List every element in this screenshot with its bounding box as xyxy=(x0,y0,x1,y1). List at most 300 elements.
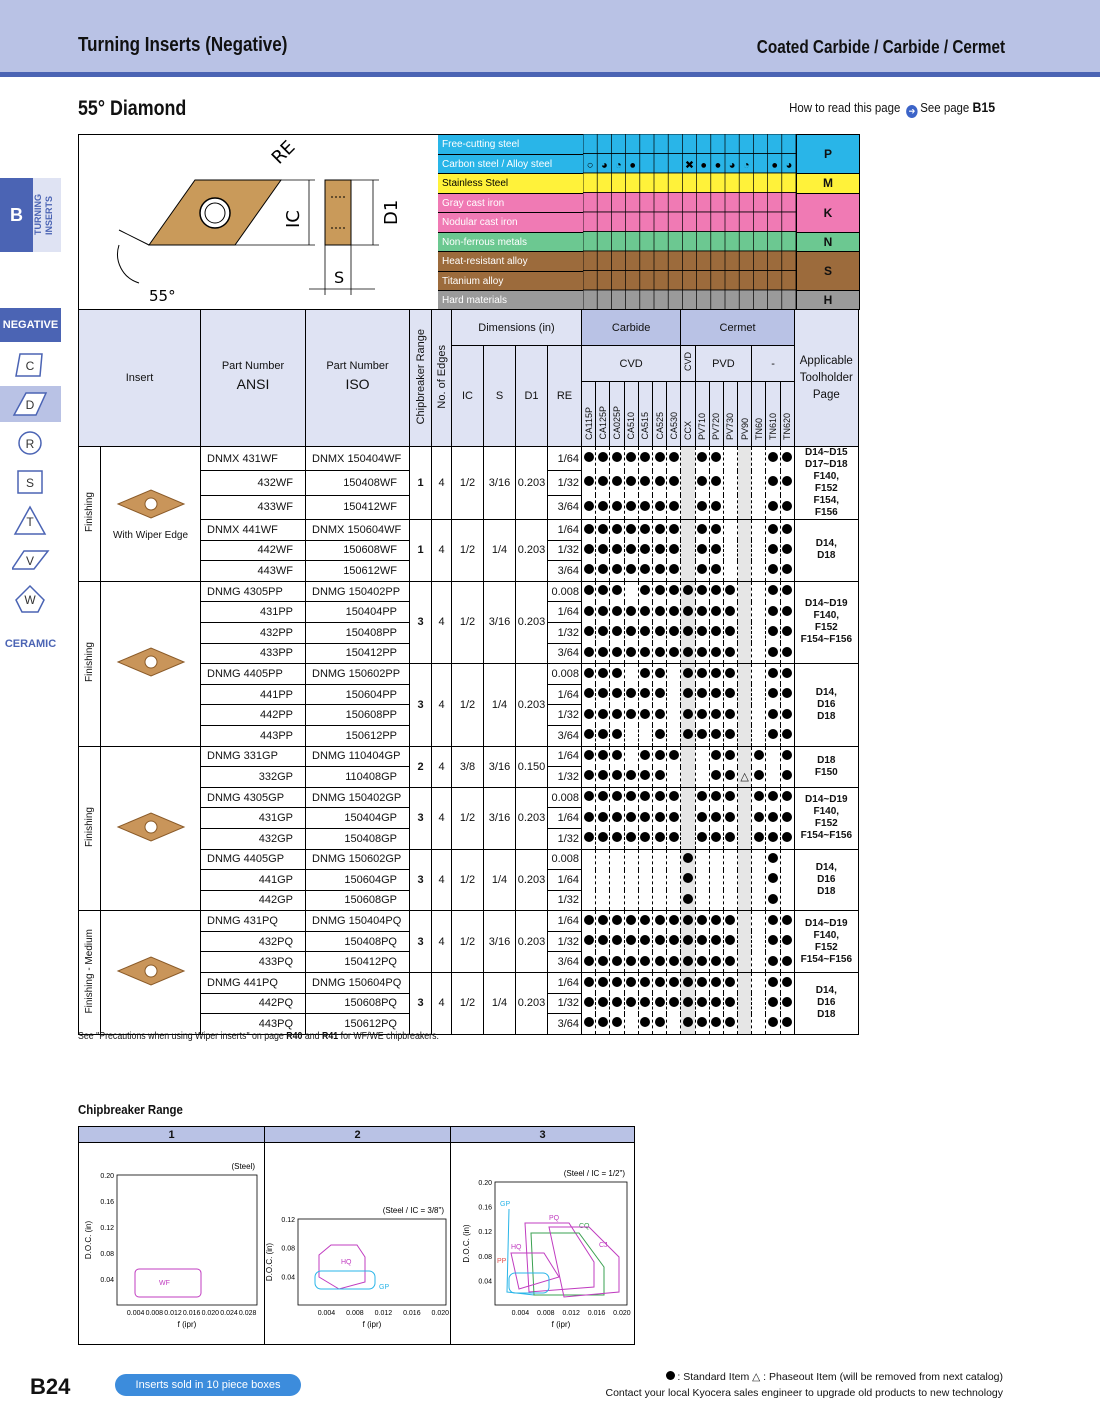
standard-dot xyxy=(768,668,778,678)
standard-dot xyxy=(754,750,764,760)
standard-dot xyxy=(626,626,636,636)
insert-image xyxy=(101,581,201,746)
re-val: 3/64 xyxy=(548,561,582,582)
s-val: 1/4 xyxy=(484,849,516,911)
col-ansi: Part Number ANSI xyxy=(201,310,306,447)
suitability-mark: ◔ xyxy=(742,159,750,172)
standard-dot xyxy=(669,832,679,842)
cb-ytick: 0.08 xyxy=(100,1251,114,1258)
part-iso: 150612PP xyxy=(306,725,410,746)
standard-dot xyxy=(598,544,608,554)
cb-range-val: 3 xyxy=(410,849,432,911)
see-page-text: See page xyxy=(920,100,970,115)
part-iso: 150612WF xyxy=(306,561,410,582)
cb-range-val: 3 xyxy=(410,787,432,849)
cb-xtick: 0.012 xyxy=(562,1310,580,1317)
col-cvd: CVD xyxy=(582,346,681,382)
standard-dot xyxy=(725,688,735,698)
standard-dot xyxy=(683,647,693,657)
standard-dot xyxy=(598,688,608,698)
re-val: 1/64 xyxy=(548,808,582,829)
standard-dot xyxy=(768,501,778,511)
standard-dot xyxy=(612,626,622,636)
part-iso: 150412PP xyxy=(306,643,410,664)
standard-dot xyxy=(768,688,778,698)
chipbreaker-title: Chipbreaker Range xyxy=(78,1102,183,1117)
edges-val: 4 xyxy=(432,664,452,746)
standard-dot xyxy=(640,935,650,945)
cb-region-label: GP xyxy=(379,1284,390,1291)
ic-val: 1/2 xyxy=(452,849,484,911)
standard-dot xyxy=(725,770,735,780)
cb-xtick: 0.016 xyxy=(403,1310,421,1317)
material-row: Nodular cast iron xyxy=(438,212,583,232)
part-iso: 150408GP xyxy=(306,828,410,849)
chapter-tab-b[interactable]: B xyxy=(0,178,33,252)
re-val: 0.008 xyxy=(548,849,582,870)
part-iso: 150604GP xyxy=(306,870,410,891)
toolholder-page[interactable]: D14, D18 xyxy=(794,520,858,582)
standard-dot xyxy=(669,977,679,987)
cb-xtick: 0.028 xyxy=(238,1310,257,1317)
standard-dot xyxy=(782,606,792,616)
standard-dot xyxy=(584,452,594,462)
cb-region-label: CJ xyxy=(599,1242,608,1249)
toolholder-page[interactable]: D14, D16 D18 xyxy=(794,973,858,1035)
part-ansi: 432PP xyxy=(201,622,306,643)
toolholder-page[interactable]: D14~D19 F140, F152 F154~F156 xyxy=(794,787,858,849)
part-iso: 150404GP xyxy=(306,808,410,829)
standard-dot xyxy=(626,647,636,657)
toolholder-page[interactable]: D14~D15 D17~D18 F140, F152 F154, F156 xyxy=(794,447,858,520)
edges-val: 4 xyxy=(432,447,452,520)
standard-dot xyxy=(711,770,721,780)
re-val: 1/64 xyxy=(548,684,582,705)
standard-dot xyxy=(626,476,636,486)
standard-dot xyxy=(768,729,778,739)
part-ansi: 432PQ xyxy=(201,931,306,952)
d1-val: 0.203 xyxy=(516,849,548,911)
standard-dot xyxy=(584,606,594,616)
re-val: 1/32 xyxy=(548,890,582,911)
part-iso: 110408GP xyxy=(306,767,410,788)
col-s: S xyxy=(484,346,516,447)
standard-dot xyxy=(711,544,721,554)
tab-ceramic[interactable]: CERAMIC xyxy=(4,638,57,650)
re-val: 1/64 xyxy=(548,973,582,994)
cb-col-1: 1 xyxy=(79,1127,264,1143)
footnote-link-r40[interactable]: R40 xyxy=(286,1031,303,1042)
arrow-icon: ➔ xyxy=(906,105,917,118)
standard-dot xyxy=(626,791,636,801)
part-ansi: DNMX 441WF xyxy=(201,520,306,541)
shape-letter: V xyxy=(25,554,34,568)
standard-dot xyxy=(711,915,721,925)
material-row: Stainless Steel xyxy=(438,173,583,193)
toolholder-page[interactable]: D14, D16 D18 xyxy=(794,849,858,911)
re-val: 3/64 xyxy=(548,952,582,973)
part-iso: 150608WF xyxy=(306,540,410,561)
standard-dot xyxy=(655,729,665,739)
cb-xtick: 0.016 xyxy=(587,1310,606,1317)
standard-dot xyxy=(782,935,792,945)
re-val: 0.008 xyxy=(548,787,582,808)
standard-dot xyxy=(669,606,679,616)
standard-dot xyxy=(669,544,679,554)
standard-dot xyxy=(598,606,608,616)
shape-tab-c[interactable] xyxy=(0,347,61,383)
cb-region-label: WF xyxy=(159,1280,170,1287)
d1-val: 0.203 xyxy=(516,520,548,582)
re-val: 3/64 xyxy=(548,495,582,519)
part-ansi: 442GP xyxy=(201,890,306,911)
grade-header: CCX xyxy=(681,382,695,447)
d1-val: 0.203 xyxy=(516,581,548,663)
legend: : Standard Item △ : Phaseout Item (will be removed from next catalog) Contact your local Kyocera sales engineer to upgrade old products to new technology xyxy=(605,1371,1003,1399)
standard-dot xyxy=(711,997,721,1007)
standard-dot xyxy=(626,452,636,462)
standard-dot xyxy=(612,997,622,1007)
standard-dot xyxy=(669,750,679,760)
insert-image xyxy=(101,746,201,911)
standard-dot xyxy=(612,709,622,719)
standard-dot xyxy=(683,853,693,863)
part-iso: 150408WF xyxy=(306,471,410,495)
part-ansi: 431GP xyxy=(201,808,306,829)
chapter-tab-turning[interactable]: TURNING INSERTS xyxy=(33,178,61,252)
material-row: Non-ferrous metals xyxy=(438,232,583,252)
shape-letter: C xyxy=(25,359,34,373)
toolholder-page[interactable]: D14~D19 F140, F152 F154~F156 xyxy=(794,911,858,973)
standard-dot xyxy=(782,832,792,842)
standard-dot xyxy=(584,729,594,739)
cb-plot-frame xyxy=(117,1175,257,1305)
shape-tab-d[interactable] xyxy=(0,386,61,422)
re-val: 0.008 xyxy=(548,581,582,602)
cb-range-val: 3 xyxy=(410,973,432,1035)
wiper-footnote: See "Precautions when using Wiper inserts" on page R40 and R41 for WF/WE chipbreakers. xyxy=(78,1031,439,1042)
part-ansi: 332GP xyxy=(201,767,306,788)
part-ansi: 443WF xyxy=(201,561,306,582)
standard-dot xyxy=(612,956,622,966)
cb-range-val: 1 xyxy=(410,447,432,520)
standard-dot xyxy=(626,544,636,554)
standard-dot xyxy=(711,729,721,739)
part-ansi: DNMG 331GP xyxy=(201,746,306,767)
standard-dot xyxy=(584,956,594,966)
s-val: 3/16 xyxy=(484,787,516,849)
standard-dot xyxy=(768,585,778,595)
ic-val: 1/2 xyxy=(452,664,484,746)
standard-dot xyxy=(725,626,735,636)
standard-dot xyxy=(782,476,792,486)
standard-dot xyxy=(782,729,792,739)
insert-image: With Wiper Edge xyxy=(101,447,201,582)
standard-dot xyxy=(640,709,650,719)
part-iso: DNMG 150404PQ xyxy=(306,911,410,932)
standard-dot xyxy=(768,853,778,863)
standard-dot xyxy=(669,647,679,657)
standard-dot xyxy=(697,626,707,636)
standard-dot xyxy=(598,564,608,574)
standard-dot xyxy=(640,626,650,636)
part-iso: DNMG 150604PQ xyxy=(306,973,410,994)
part-ansi: 433PP xyxy=(201,643,306,664)
edges-val: 4 xyxy=(432,787,452,849)
col-re: RE xyxy=(548,346,582,447)
standard-dot xyxy=(782,977,792,987)
grade-header: TN610 xyxy=(766,382,780,447)
header-title: Turning Inserts (Negative) xyxy=(78,34,288,56)
standard-dot xyxy=(584,915,594,925)
cb-xtick: 0.008 xyxy=(346,1310,364,1317)
tab-negative[interactable]: NEGATIVE xyxy=(0,308,61,342)
standard-dot xyxy=(598,1017,608,1027)
standard-dot xyxy=(655,606,665,616)
dim-re: RE xyxy=(267,136,300,169)
standard-dot xyxy=(782,524,792,534)
re-val: 1/64 xyxy=(548,447,582,471)
standard-dot xyxy=(711,935,721,945)
standard-dot xyxy=(768,452,778,462)
standard-dot xyxy=(626,935,636,945)
standard-dot xyxy=(725,915,735,925)
standard-dot xyxy=(612,668,622,678)
shape-letter: D xyxy=(25,398,34,412)
d1-val: 0.203 xyxy=(516,911,548,973)
re-val: 1/64 xyxy=(548,520,582,541)
standard-dot xyxy=(626,524,636,534)
standard-dot xyxy=(584,832,594,842)
standard-dot xyxy=(655,452,665,462)
standard-dot xyxy=(640,791,650,801)
standard-dot xyxy=(626,501,636,511)
part-iso: 150604PP xyxy=(306,684,410,705)
re-val: 1/64 xyxy=(548,602,582,623)
cb-chart-note: (Steel / IC = 3/8") xyxy=(382,1206,444,1215)
standard-dot xyxy=(683,585,693,595)
standard-dot xyxy=(669,452,679,462)
standard-dot xyxy=(725,935,735,945)
d1-val: 0.203 xyxy=(516,447,548,520)
standard-dot xyxy=(598,812,608,822)
standard-dot xyxy=(697,668,707,678)
standard-dot xyxy=(640,688,650,698)
material-code: P xyxy=(796,134,860,173)
grade-header: PV730 xyxy=(723,382,737,447)
material-row: Free-cutting steel xyxy=(438,134,583,154)
cb-xtick: 0.016 xyxy=(182,1310,201,1317)
standard-dot xyxy=(640,812,650,822)
shape-tab-w[interactable] xyxy=(0,581,61,617)
d1-val: 0.150 xyxy=(516,746,548,787)
dim-ic: IC xyxy=(283,210,304,228)
standard-dot xyxy=(640,977,650,987)
standard-dot xyxy=(711,709,721,719)
group-label: Finishing xyxy=(79,746,101,911)
standard-dot xyxy=(612,729,622,739)
part-iso: 150408PP xyxy=(306,622,410,643)
standard-dot xyxy=(711,977,721,987)
ic-val: 1/2 xyxy=(452,787,484,849)
part-ansi: 433PQ xyxy=(201,952,306,973)
cb-region-gp3 xyxy=(507,1209,534,1295)
standard-dot xyxy=(655,750,665,760)
cb-ytick: 0.04 xyxy=(478,1278,492,1286)
standard-dot xyxy=(768,915,778,925)
standard-dot xyxy=(725,709,735,719)
standard-dot xyxy=(655,956,665,966)
col-d1: D1 xyxy=(516,346,548,447)
re-val: 1/64 xyxy=(548,911,582,932)
toolholder-page[interactable]: D14~D19 F140, F152 F154~F156 xyxy=(794,581,858,663)
standard-dot xyxy=(612,647,622,657)
col-dims: Dimensions (in) xyxy=(452,310,582,346)
shape-tab-t[interactable] xyxy=(0,503,61,539)
part-iso: DNMG 150602GP xyxy=(306,849,410,870)
standard-dot xyxy=(598,997,608,1007)
standard-dot xyxy=(782,791,792,801)
standard-dot xyxy=(782,812,792,822)
cb-region-label: PP xyxy=(497,1258,507,1265)
standard-dot xyxy=(754,791,764,801)
col-toolholder: Applicable Toolholder Page xyxy=(794,310,858,447)
standard-dot xyxy=(626,709,636,719)
material-row: Gray cast iron xyxy=(438,193,583,213)
standard-dot xyxy=(697,791,707,801)
standard-dot xyxy=(626,997,636,1007)
standard-dot xyxy=(782,1017,792,1027)
standard-dot xyxy=(612,452,622,462)
standard-dot xyxy=(626,977,636,987)
standard-dot xyxy=(683,894,693,904)
shape-tab-v[interactable] xyxy=(0,542,61,578)
standard-dot xyxy=(626,915,636,925)
suitability-mark: ● xyxy=(771,159,779,172)
standard-dot xyxy=(683,977,693,987)
standard-dot xyxy=(584,501,594,511)
standard-dot xyxy=(598,770,608,780)
standard-dot xyxy=(669,935,679,945)
standard-dot xyxy=(683,935,693,945)
re-val: 1/32 xyxy=(548,828,582,849)
standard-dot xyxy=(612,501,622,511)
standard-dot xyxy=(768,1017,778,1027)
standard-dot xyxy=(782,770,792,780)
standard-dot xyxy=(782,668,792,678)
standard-dot xyxy=(626,956,636,966)
standard-dot xyxy=(683,626,693,636)
part-iso: 150608GP xyxy=(306,890,410,911)
standard-dot xyxy=(612,688,622,698)
footnote-link-r41[interactable]: R41 xyxy=(322,1031,339,1042)
cb-xtick: 0.008 xyxy=(537,1310,555,1317)
part-iso: 150404PP xyxy=(306,602,410,623)
standard-dot xyxy=(598,791,608,801)
grade-header: CA515 xyxy=(638,382,652,447)
standard-dot xyxy=(669,956,679,966)
standard-dot xyxy=(584,585,594,595)
part-ansi: DNMG 4405GP xyxy=(201,849,306,870)
standard-dot xyxy=(725,832,735,842)
table-row xyxy=(79,447,859,471)
standard-dot xyxy=(640,564,650,574)
cb-region-label: GP xyxy=(500,1201,511,1208)
cb-region-label: HQ xyxy=(511,1244,522,1251)
edges-val: 4 xyxy=(432,581,452,663)
toolholder-page[interactable]: D14, D16 D18 xyxy=(794,664,858,746)
shape-letter: S xyxy=(25,476,34,490)
part-ansi: DNMG 4305GP xyxy=(201,787,306,808)
part-iso: 150408PQ xyxy=(306,931,410,952)
standard-dot xyxy=(655,791,665,801)
standard-dot xyxy=(598,729,608,739)
standard-dot xyxy=(782,544,792,554)
cb-xtick: 0.012 xyxy=(374,1310,393,1317)
standard-dot xyxy=(598,476,608,486)
standard-dot xyxy=(655,915,665,925)
col-ic: IC xyxy=(452,346,484,447)
see-page-link[interactable]: B15 xyxy=(972,99,995,115)
group-label: Finishing - Medium xyxy=(79,911,101,1035)
cb-ytick: 0.04 xyxy=(100,1277,114,1284)
part-ansi: 441GP xyxy=(201,870,306,891)
col-iso: Part Number ISO xyxy=(306,310,410,447)
standard-dot xyxy=(598,832,608,842)
grade-header: CA530 xyxy=(667,382,681,447)
standard-dot xyxy=(782,750,792,760)
standard-dot xyxy=(768,647,778,657)
group-label: Finishing xyxy=(79,581,101,746)
boxes-pill: Inserts sold in 10 piece boxes xyxy=(115,1374,301,1396)
cb-ytick: 0.12 xyxy=(281,1217,295,1224)
standard-dot xyxy=(754,812,764,822)
standard-dot xyxy=(754,770,764,780)
how-to-text: How to read this page xyxy=(789,100,901,115)
toolholder-page[interactable]: D18 F150 xyxy=(794,746,858,787)
standard-dot xyxy=(697,977,707,987)
standard-dot xyxy=(640,476,650,486)
shape-tab-r[interactable] xyxy=(0,425,61,461)
standard-dot xyxy=(711,626,721,636)
how-to-read[interactable] xyxy=(789,99,995,118)
cb-range-val: 1 xyxy=(410,520,432,582)
shape-tab-s[interactable] xyxy=(0,464,61,500)
part-iso: DNMG 110404GP xyxy=(306,746,410,767)
standard-dot xyxy=(655,564,665,574)
col-edges: No. of Edges xyxy=(432,310,452,447)
part-ansi: 442WF xyxy=(201,540,306,561)
standard-dot xyxy=(584,647,594,657)
col-pvd: PVD xyxy=(695,346,752,382)
ic-val: 1/2 xyxy=(452,447,484,520)
standard-dot xyxy=(626,564,636,574)
grade-header: CA525 xyxy=(652,382,666,447)
re-val: 1/64 xyxy=(548,746,582,767)
grade-header: PV710 xyxy=(695,382,709,447)
standard-dot xyxy=(640,770,650,780)
standard-dot xyxy=(697,476,707,486)
suitability-mark: ○ xyxy=(586,159,594,172)
section-title: 55° Diamond xyxy=(78,97,187,120)
standard-dot xyxy=(697,935,707,945)
standard-dot xyxy=(626,812,636,822)
insert-diagram xyxy=(78,134,438,310)
standard-dot xyxy=(711,647,721,657)
standard-dot xyxy=(725,812,735,822)
standard-dot xyxy=(697,915,707,925)
standard-dot xyxy=(711,812,721,822)
